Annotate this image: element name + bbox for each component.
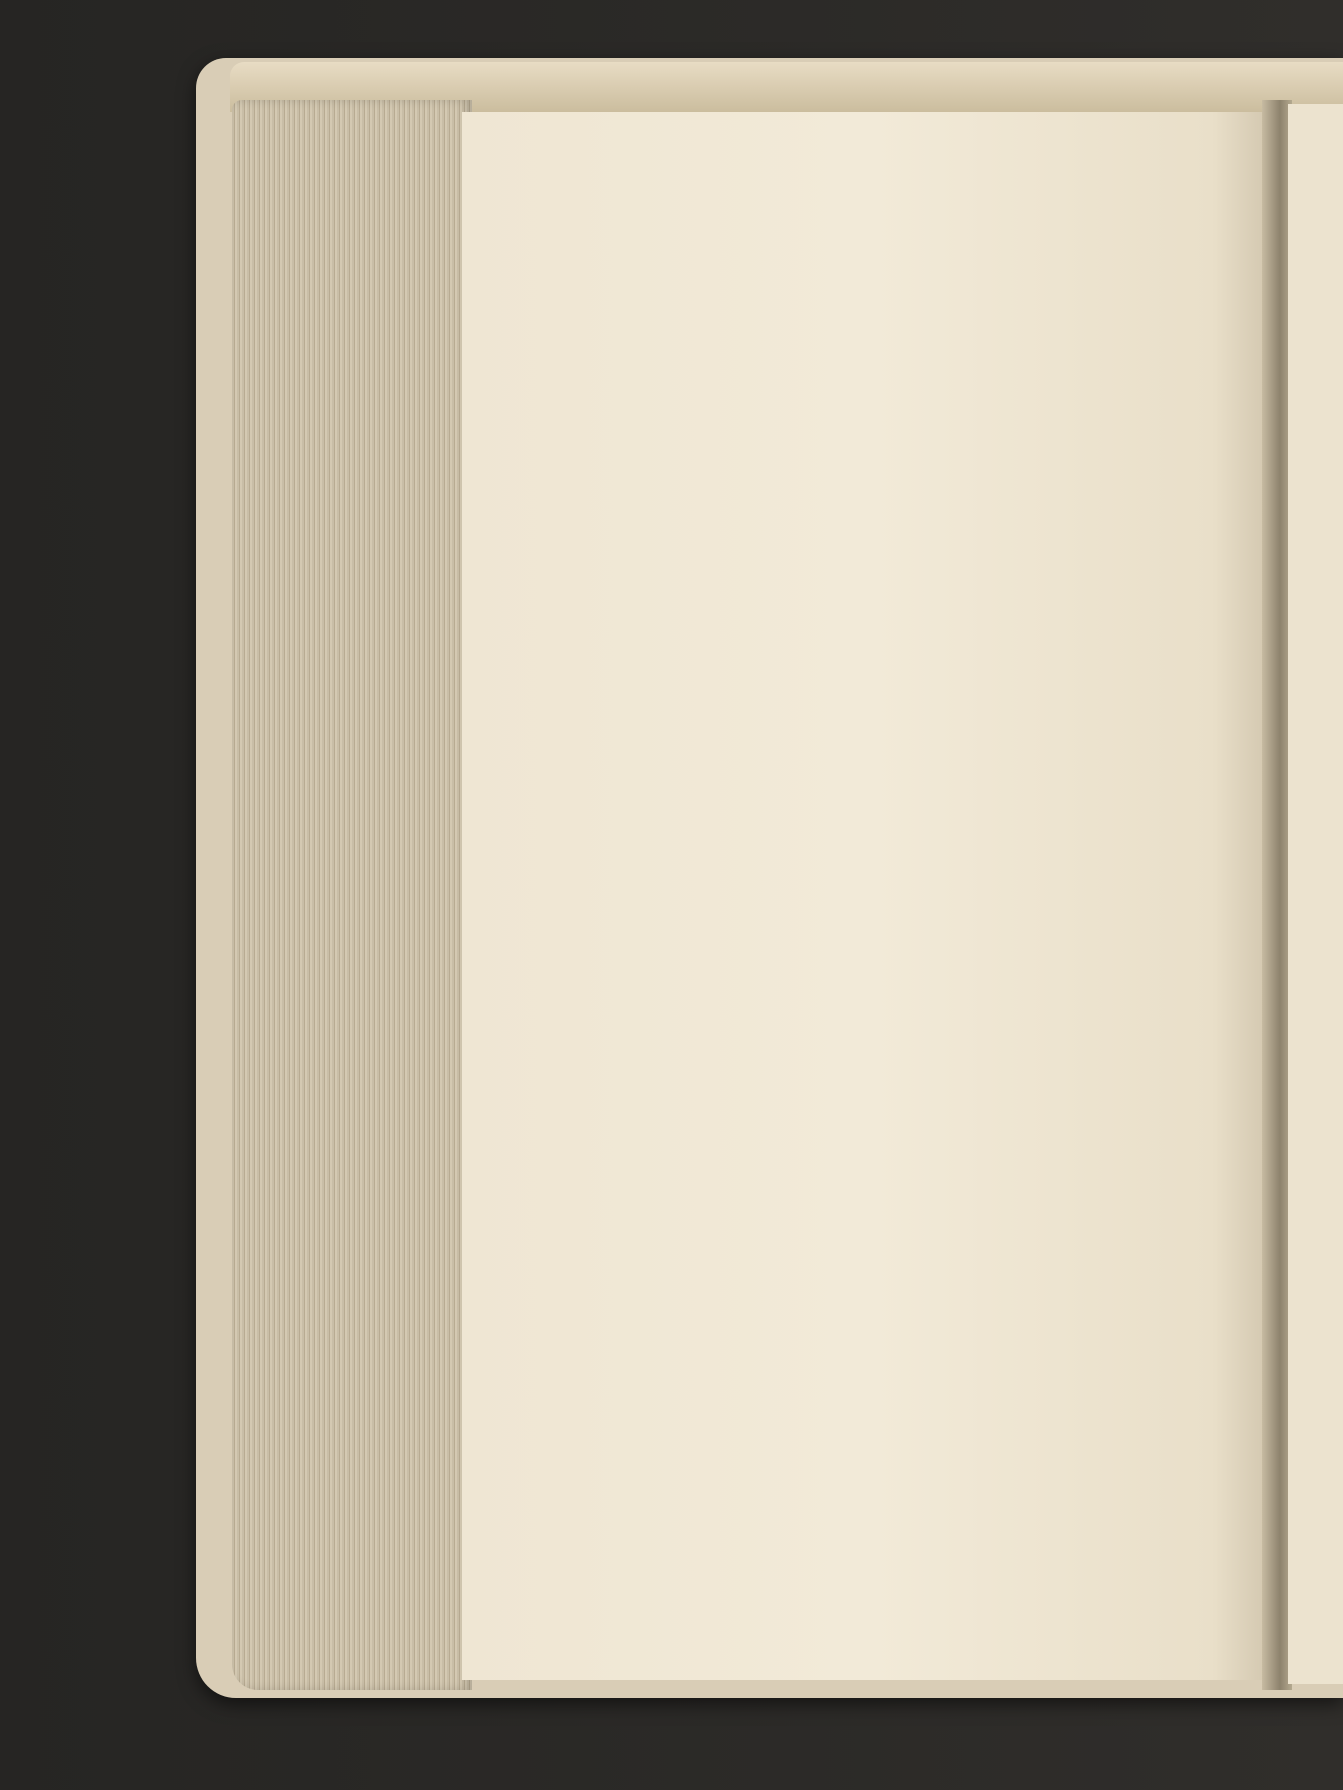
page-edges (232, 100, 472, 1690)
left-page (462, 112, 1278, 1680)
page-header (770, 200, 1210, 256)
right-page-edge (1288, 104, 1343, 1684)
